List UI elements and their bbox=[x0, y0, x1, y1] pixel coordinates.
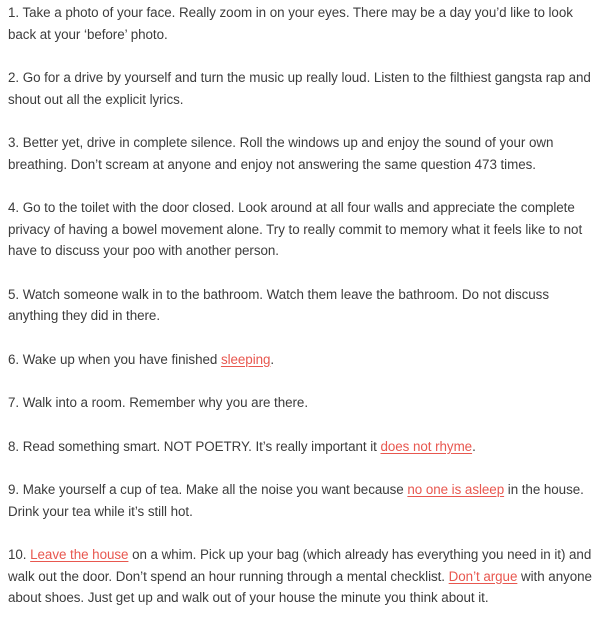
list-item-8-text: 8. Read something smart. NOT POETRY. It’s really important it bbox=[8, 438, 381, 454]
no-one-is-asleep-link[interactable]: no one is asleep bbox=[407, 482, 505, 497]
list-item-10-text: on a whim. Pick up your bag (which already has everything you need in it) and walk out the door. Don’t spend an hour running through a mental checklist. bbox=[8, 547, 592, 584]
list-item-2: 2. Go for a drive by yourself and turn the music up really loud. Listen to the filthiest gangsta rap and shout out all the explicit lyrics. bbox=[8, 70, 591, 107]
list-item-1: 1. Take a photo of your face. Really zoom in on your eyes. There may be a day you’d like to look back at your ‘before’ photo. bbox=[8, 5, 573, 42]
list-item-10 bbox=[8, 544, 592, 609]
does-not-rhyme-link[interactable]: does not rhyme bbox=[380, 438, 473, 454]
list-item-9-end: in the house. Drink your tea while it’s still hot. bbox=[8, 482, 584, 519]
list-item-10-end: with anyone about shoes. Just get up and walk out of your house the minute you think about it. bbox=[8, 568, 592, 605]
list-item-3: 3. Better yet, drive in complete silence. Roll the windows up and enjoy the sound of your own breathing. Don’t scream at anyone and enjoy not answering the same question 473 times. bbox=[8, 135, 554, 172]
list-item-6 bbox=[8, 349, 592, 371]
list-item-8-end: . bbox=[472, 438, 476, 454]
list-item-9 bbox=[8, 479, 592, 522]
list-item-6-text: 6. Wake up when you have finished bbox=[8, 351, 221, 367]
dont-argue-link[interactable]: Don’t argue bbox=[448, 568, 518, 584]
list-item-9-text: 9. Make yourself a cup of tea. Make all the noise you want because bbox=[8, 482, 408, 497]
list-item-6-end: . bbox=[270, 351, 275, 367]
list-item-5: 5. Watch someone walk in to the bathroom. Watch them leave the bathroom. Do not discuss anything they did in there. bbox=[8, 286, 549, 323]
sleeping-link[interactable]: sleeping bbox=[220, 351, 271, 367]
leave-the-house-link[interactable]: Leave the house bbox=[30, 547, 129, 562]
list-item-4: 4. Go to the toilet with the door closed. Look around at all four walls and appreciate the complete privacy of having a bowel movement alone. Try to really commit to memory what it feels like to not have to discuss your poo with another person. bbox=[8, 200, 583, 258]
list-item-10-number: 10. bbox=[8, 547, 31, 562]
list-item-8 bbox=[8, 436, 592, 458]
list-item-7: 7. Walk into a room. Remember why you are there. bbox=[8, 395, 309, 410]
